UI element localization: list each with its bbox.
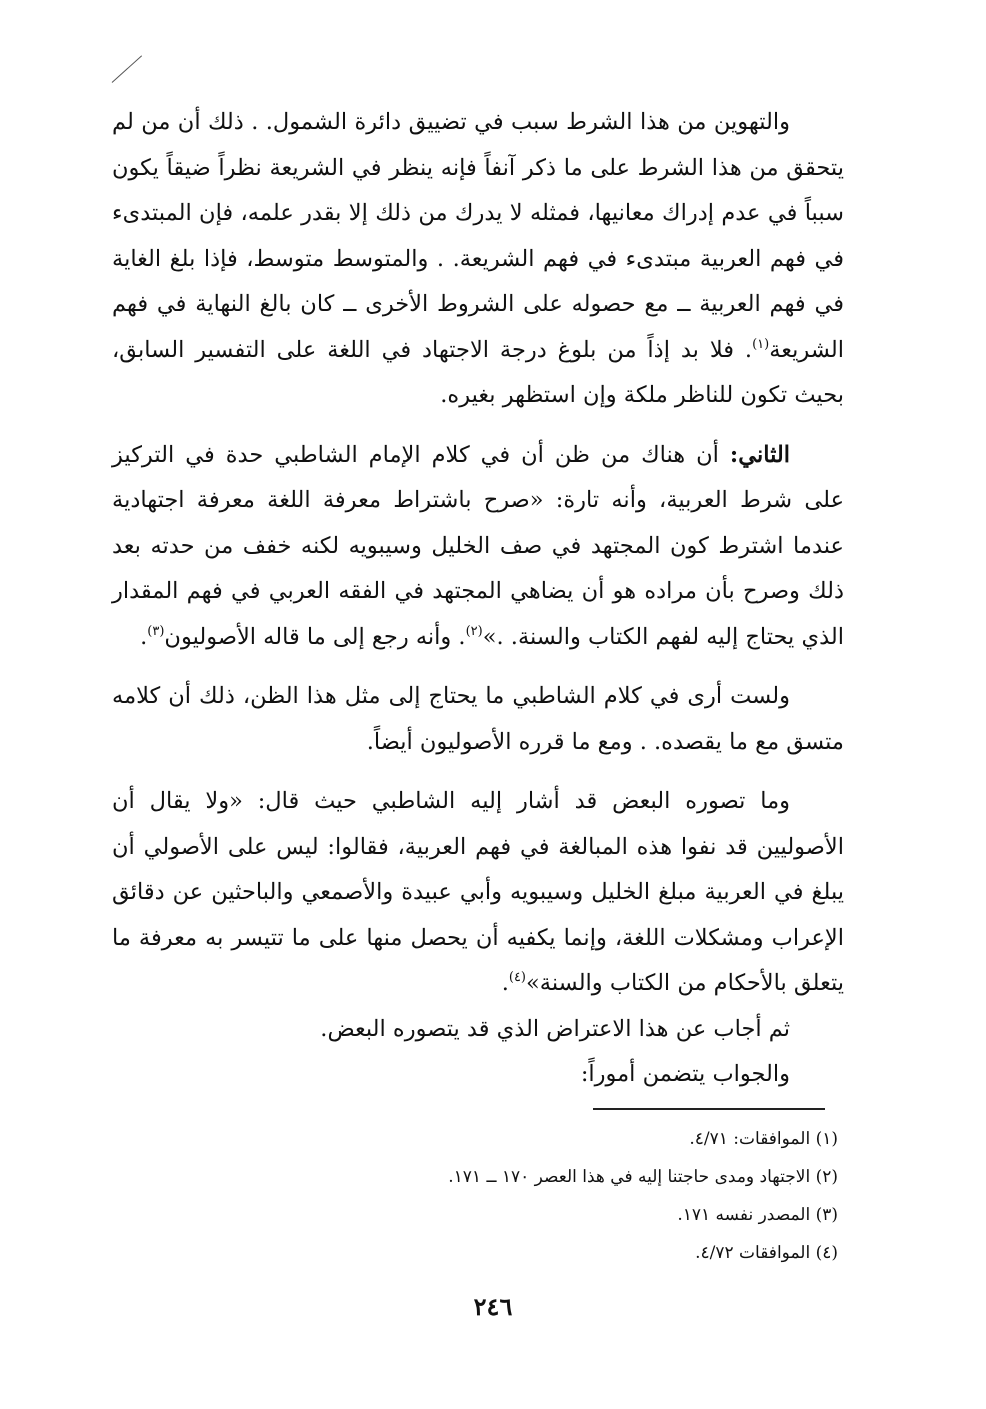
paragraph-text: .: [140, 623, 148, 650]
paragraph-2: [112, 433, 844, 661]
footnote-ref: (٢): [465, 623, 483, 639]
paragraph-4: [112, 779, 844, 1007]
paragraph-text: . وأنه رجع إلى ما قاله الأصوليون: [164, 623, 466, 650]
footnote-1: (١) الموافقات: ٤/٧١.: [689, 1129, 838, 1149]
footnote-separator: [593, 1108, 825, 1110]
footnote-ref: (٣): [147, 623, 165, 639]
paragraph-text: ولست أرى في كلام الشاطبي ما يحتاج إلى مثل هذا الظن، ذلك أن كلامه متسق مع ما يقصده. . ومع ما قرره الأصوليون أيضاً.: [112, 683, 844, 755]
paragraph-text: ثم أجاب عن هذا الاعتراض الذي قد يتصوره البعض.: [320, 1015, 790, 1042]
footnote-2: (٢) الاجتهاد ومدى حاجتنا إليه في هذا العصر ١٧٠ ــ ١٧١.: [448, 1167, 838, 1187]
paragraph-text: . فلا بد إذاً من بلوغ درجة الاجتهاد في اللغة على التفسير السابق، بحيث تكون للناظر ملكة وإن استظهر بغيره.: [112, 336, 844, 408]
footnote-4: (٤) الموافقات ٤/٧٢.: [695, 1243, 838, 1263]
paragraph-text: .: [501, 970, 509, 996]
paragraph-1: [112, 100, 844, 419]
footnote-ref: (١): [752, 336, 770, 352]
corner-mark: [112, 55, 142, 83]
paragraph-6: [112, 1052, 844, 1098]
footnote-ref: (٤): [508, 970, 526, 985]
body-text: [112, 100, 844, 1098]
paragraph-lead: الثاني:: [729, 441, 790, 468]
paragraph-text: والتهوين من هذا الشرط سبب في تضييق دائرة الشمول. . ذلك أن من لم يتحقق من هذا الشرط على ما ذكر آنفاً فإنه ينظر في الشريعة نظراً ضيقاً يكون سبباً في عدم إدراك معانيها، فمثله لا يدرك من ذلك إلا بقدر علمه، فإن المبتدىء في فهم العربية مبتدىء في فهم الشريعة. . والمتوسط متوسط، فإذا بلغ الغاية في فهم العربية ــ مع حصوله على الشروط الأخرى ــ كان بالغ النهاية في فهم الشريعة: [112, 109, 844, 363]
page-number: ٢٤٦: [473, 1292, 513, 1321]
paragraph-5: [112, 1007, 844, 1053]
paragraph-text: أن هناك من ظن أن في كلام الإمام الشاطبي حدة في التركيز على شرط العربية، وأنه تارة: «صرح باشتراط معرفة اللغة معرفة اجتهادية عندما اشترط كون المجتهد في صف الخليل وسيبويه لكنه خفف من حدته بعد ذلك وصرح بأن مراده هو أن يضاهي المجتهد في الفقه العربي في فهم المقدار الذي يحتاج إليه لفهم الكتاب والسنة. .»: [112, 441, 844, 650]
footnote-3: (٣) المصدر نفسه ١٧١.: [677, 1205, 838, 1225]
footnotes: [112, 1120, 838, 1272]
paragraph-3: [112, 674, 844, 765]
paragraph-text: وما تصوره البعض قد أشار إليه الشاطبي حيث قال: «ولا يقال أن الأصوليين قد نفوا هذه المبالغة في فهم العربية، فقالوا: ليس على الأصولي أن يبلغ في العربية مبلغ الخليل وسيبويه وأبي عبيدة والأصمعي والباحثين عن دقائق الإعراب ومشكلات اللغة، وإنما يكفيه أن يحصل منها على ما تتيسر به معرفة ما يتعلق بالأحكام من الكتاب والسنة»: [112, 788, 844, 996]
paragraph-text: والجواب يتضمن أموراً:: [580, 1061, 790, 1087]
